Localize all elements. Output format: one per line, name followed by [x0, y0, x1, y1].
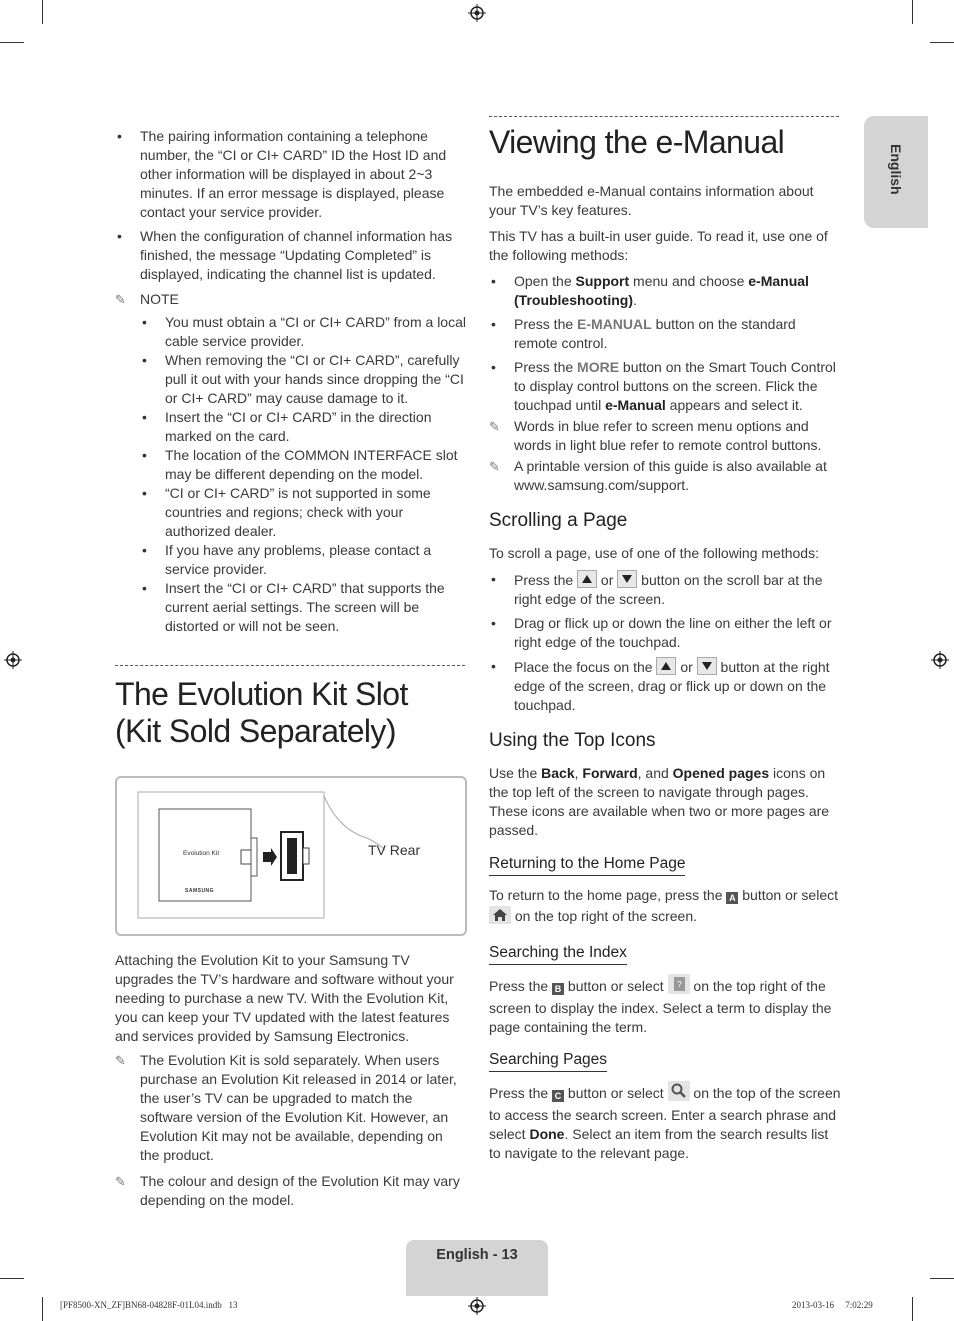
paragraph: [489, 764, 841, 840]
forward-label: Forward: [582, 765, 638, 781]
evolution-kit-body: Attaching the Evolution Kit to your Samsung TV upgrades the TV’s hardware and software without your needing to purchase a new TV. With the Evolution Kit, you can keep your TV updated with the latest features and services provided by Samsung Electronics.: [115, 952, 454, 1044]
note: [489, 417, 841, 455]
text: menu and choose: [629, 273, 749, 289]
print-file-info: [PF8500-XN_ZF]BN68-04828F-01L04.indb 13: [60, 1300, 238, 1310]
list-item: • The location of the COMMON INTERFACE slot may be different depending on the model.: [140, 446, 467, 484]
paragraph: [489, 1081, 841, 1163]
note-text: The Evolution Kit is sold separately. When users purchase an Evolution Kit released in 2014 or later, the user’s TV can be upgraded to match the software version of the Evolution Kit. However, an Evolution Kit may not be available, depending on the product.: [140, 1052, 457, 1163]
note: [115, 1051, 465, 1165]
e-manual-label: e-Manual: [605, 397, 666, 413]
text: Press the: [489, 978, 553, 994]
text: button on the Smart Touch Control to display control buttons on the screen. Flick the touchpad until: [514, 359, 836, 413]
note-text: The colour and design of the Evolution Kit may vary depending on the model.: [140, 1173, 460, 1208]
text: Place the focus on the: [514, 659, 657, 675]
c-button-key: C: [552, 1090, 564, 1102]
heading-home-page: Returning to the Home Page: [489, 854, 685, 876]
list-item: [489, 315, 841, 353]
paragraph: [489, 974, 841, 1037]
text: appears and select it.: [665, 397, 803, 413]
text: Press the: [489, 1085, 553, 1101]
paragraph: To scroll a page, use of one of the following methods:: [489, 545, 819, 561]
list-item: • When the configuration of channel information has finished, the message “Updating Completed” is displayed, indicating the channel list is updated.: [115, 227, 467, 284]
b-button-key: B: [552, 983, 564, 995]
scroll-up-arrow-icon: [656, 657, 676, 675]
list-item: • You must obtain a “CI or CI+ CARD” from a local cable service provider.: [140, 313, 467, 351]
list-item: • If you have any problems, please contact a service provider.: [140, 541, 467, 579]
back-label: Back: [541, 765, 575, 781]
crop-mark: [0, 42, 24, 43]
note-heading: [115, 290, 467, 309]
text: button or select: [564, 978, 668, 994]
right-column: [489, 182, 841, 1163]
list-item: [489, 657, 841, 715]
scroll-up-arrow-icon: [577, 570, 597, 588]
section-title-e-manual: Viewing the e-Manual: [489, 124, 785, 160]
heading-wrap: [489, 943, 841, 965]
pencil-note-icon: ✎: [489, 459, 500, 474]
opened-pages-label: Opened pages: [672, 765, 770, 781]
text: , and: [637, 765, 673, 781]
text: button on the standard remote control.: [514, 316, 796, 351]
page-number-tab: [406, 1240, 548, 1296]
crop-mark: [0, 1278, 24, 1279]
crop-mark: [930, 42, 954, 43]
more-button-label: MORE: [577, 359, 620, 375]
samsung-brand-label: SAMSUNG: [185, 888, 215, 894]
registration-mark-icon: [468, 4, 486, 22]
pencil-note-icon: ✎: [115, 1053, 126, 1068]
home-icon: [489, 906, 511, 930]
list-item: • Drag or flick up or down the line on either the left or right edge of the touchpad.: [489, 614, 841, 652]
text: on the top of the screen to access the search screen. Enter a search phrase and select: [489, 1085, 841, 1142]
text: ,: [574, 765, 583, 781]
heading-wrap: [489, 854, 841, 876]
crop-mark: [912, 0, 913, 24]
text: button at the right edge of the screen, drag or flick up or down on the touchpad.: [514, 659, 830, 713]
heading-wrap: [489, 1050, 841, 1072]
done-label: Done: [529, 1126, 565, 1142]
text: . Select an item from the search results list to navigate to the relevant page.: [489, 1126, 829, 1161]
note-text: Words in blue refer to screen menu options and words in light blue refer to remote control buttons.: [514, 418, 822, 453]
text: icons on the top left of the screen to navigate through pages. These icons are available when two or more pages are passed.: [489, 765, 830, 838]
note: [115, 1172, 465, 1210]
pencil-note-icon: ✎: [115, 1174, 126, 1189]
heading-searching-index: Searching the Index: [489, 943, 627, 965]
registration-mark-icon: [931, 651, 949, 669]
evolution-kit-figure: [115, 776, 467, 936]
list-item: [489, 272, 841, 310]
language-side-tab: [864, 116, 928, 228]
svg-text:?: ?: [676, 980, 682, 989]
text: Press the: [514, 359, 578, 375]
note-list: [115, 313, 467, 636]
e-manual-button-label: E-MANUAL: [577, 316, 652, 332]
crop-mark: [42, 0, 43, 24]
intro-paragraph: The embedded e-Manual contains information about your TV’s key features.: [489, 183, 814, 218]
page-number: English - 13: [436, 1247, 518, 1263]
text: Use the: [489, 765, 542, 781]
section-divider: [115, 665, 465, 666]
text: Press the: [514, 572, 578, 588]
note-text: A printable version of this guide is also available at www.samsung.com/support.: [514, 458, 827, 493]
section-title-line: The Evolution Kit Slot: [115, 676, 408, 712]
text: button or select: [564, 1085, 668, 1101]
index-icon: [668, 974, 690, 999]
list-item: • When removing the “CI or CI+ CARD”, carefully pull it out with your hands since dropping the “CI or CI+ CARD” may cause damage to it.: [140, 351, 467, 408]
tv-rear-label: TV Rear: [368, 842, 421, 858]
evolution-kit-label: Evolution Kit: [183, 850, 220, 857]
intro-paragraph: This TV has a built-in user guide. To read it, use one of the following methods:: [489, 228, 828, 263]
text: on the top right of the screen to display the index. Select a term to display the page containing the term.: [489, 978, 832, 1035]
search-icon: [668, 1081, 690, 1106]
print-date-info: 2013-03-16 7:02:29: [792, 1300, 873, 1310]
text: To return to the home page, press the: [489, 887, 727, 903]
menu-support: Support: [575, 273, 630, 289]
text: button on the scroll bar at the right edge of the screen.: [514, 572, 823, 607]
registration-mark-icon: [4, 651, 22, 669]
section-title-evolution-kit: [115, 676, 475, 750]
left-column: [115, 127, 467, 636]
text: Press the: [514, 316, 578, 332]
list-item: • “CI or CI+ CARD” is not supported in some countries and regions; check with your authorized dealer.: [140, 484, 467, 541]
language-side-tab-label: English: [888, 144, 904, 195]
subsection-title-scrolling: Scrolling a Page: [489, 510, 628, 531]
text: or: [597, 572, 618, 588]
pencil-note-icon: ✎: [489, 419, 500, 434]
menu-e-manual-troubleshooting: e-Manual (Troubleshooting): [514, 273, 809, 308]
heading-searching-pages: Searching Pages: [489, 1050, 607, 1072]
note: [489, 457, 841, 495]
list-item: [489, 570, 841, 609]
text: button or select: [738, 887, 838, 903]
evolution-kit-text: [115, 951, 465, 1210]
scroll-down-arrow-icon: [697, 657, 717, 675]
registration-mark-icon: [468, 1297, 486, 1315]
note-label: NOTE: [140, 291, 179, 307]
text: Open the: [514, 273, 576, 289]
text: or: [676, 659, 697, 675]
subsection-title-top-icons: Using the Top Icons: [489, 730, 656, 751]
text: .: [632, 292, 637, 308]
section-title-line: (Kit Sold Separately): [115, 713, 396, 749]
crop-mark: [930, 1278, 954, 1279]
a-button-key: A: [726, 892, 738, 904]
list-item: • The pairing information containing a telephone number, the “CI or CI+ CARD” ID the Host ID and other information will be displayed in about 2~3 minutes. If an error message is displayed, please contact your service provider.: [115, 127, 467, 222]
section-divider: [489, 116, 839, 117]
list-item: [489, 358, 841, 415]
text: on the top right of the screen.: [511, 908, 698, 924]
list-item: • Insert the “CI or CI+ CARD” that supports the current aerial settings. The screen will be distorted or will not be seen.: [140, 579, 467, 636]
scroll-down-arrow-icon: [617, 570, 637, 588]
crop-mark: [42, 1297, 43, 1321]
paragraph: [489, 885, 841, 930]
list-item: • Insert the “CI or CI+ CARD” in the direction marked on the card.: [140, 408, 467, 446]
crop-mark: [912, 1297, 913, 1321]
pencil-note-icon: ✎: [115, 292, 126, 307]
